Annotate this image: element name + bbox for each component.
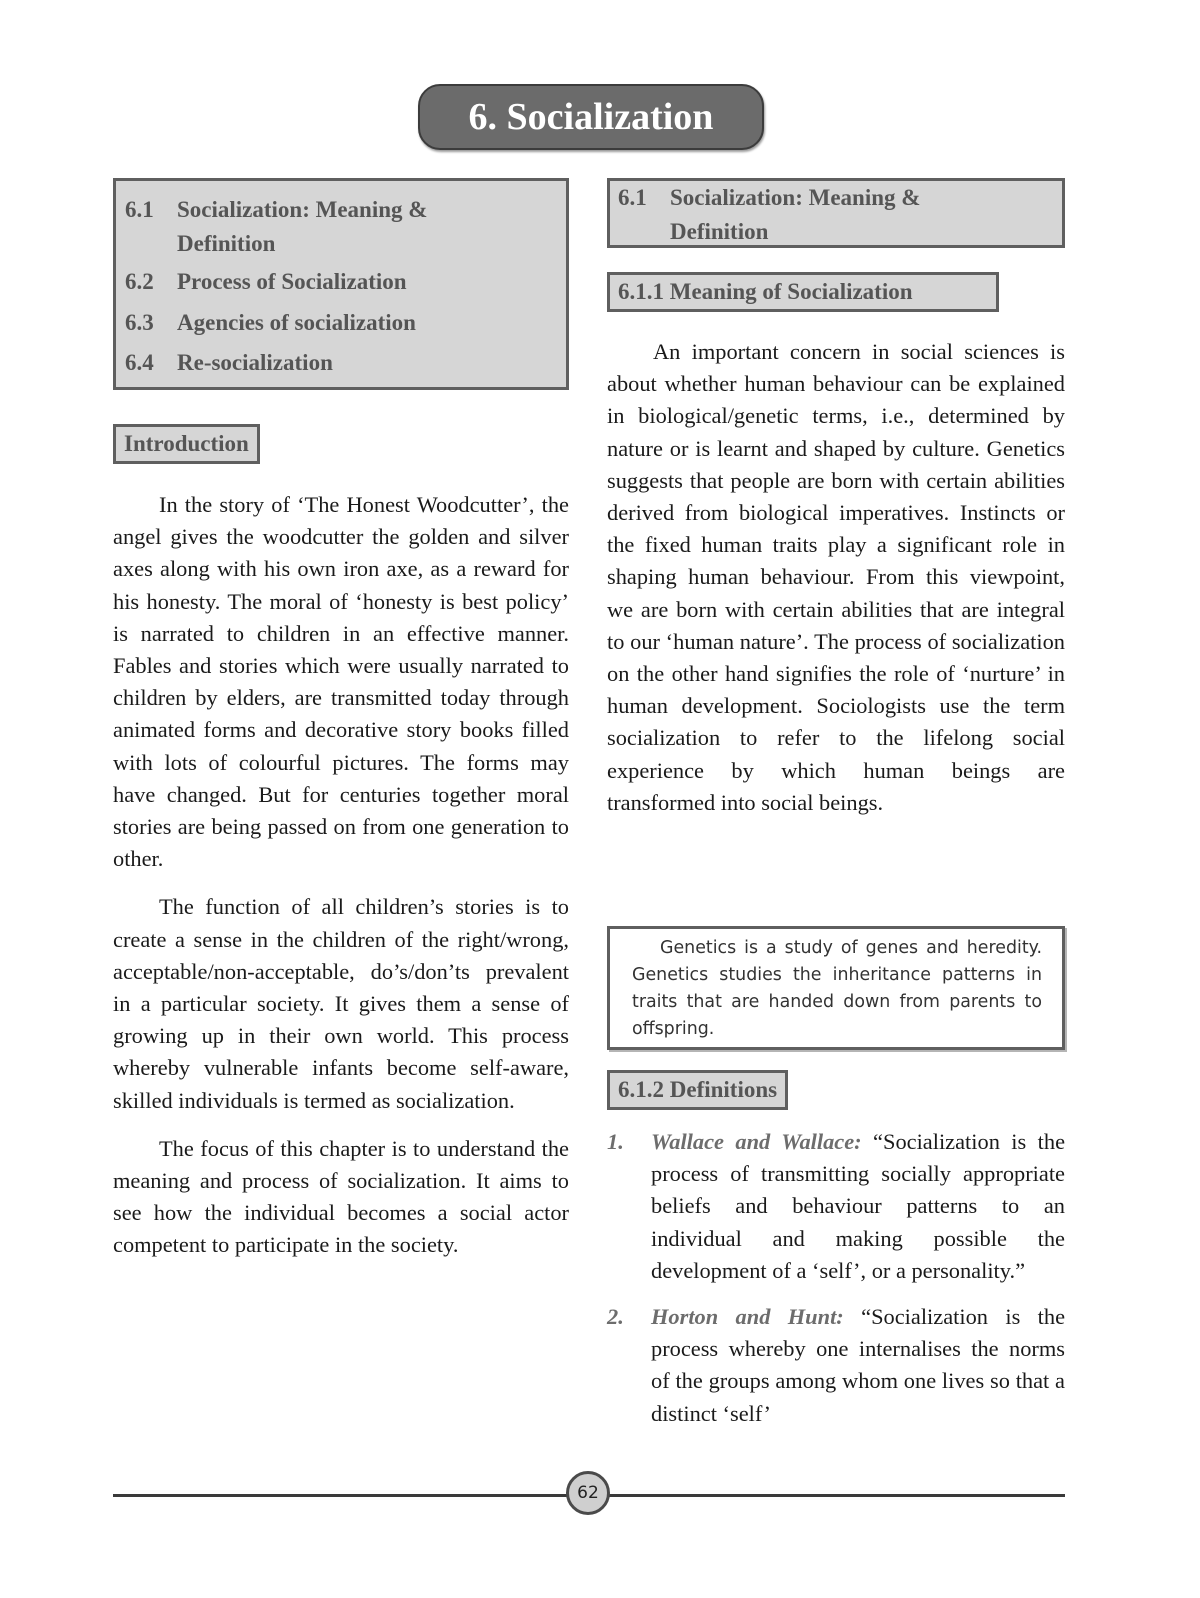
definition-text: “Socialization is the process of transmitting socially appropriate beliefs and behaviour patterns to an individual and making possible the development of a ‘self’, or a personality.” [651, 1129, 1066, 1283]
genetics-note-box [607, 926, 1065, 1050]
paragraph: The function of all children’s stories is to create a sense in the children of the right/wrong, acceptable/non-acceptable, do’s/don’ts prevalent in a particular society. It gives them a sense of growing up in their own world. This process whereby vulnerable infants become self-aware, skilled individuals is termed as socialization. [113, 894, 569, 1113]
definition-text: “Socialization is the process whereby one internalises the norms of the groups among whom one lives so that a distinct ‘self’ [651, 1304, 1066, 1426]
section-6-1-heading [607, 178, 1065, 248]
section-6-1-2-heading: 6.1.2 Definitions [607, 1070, 788, 1110]
paragraph: In the story of ‘The Honest Woodcutter’, the angel gives the woodcutter the golden and silver axes along with his own iron axe, as a reward for his honesty. The moral of ‘honesty is best policy’ is narrated to children in an effective manner. Fables and stories which were usually narrated to children by elders, are transmitted today through animated forms and decorative story books filled with lots of colourful pictures. The forms may have changed. But for centuries together moral stories are being passed on from one generation to other. [113, 492, 569, 872]
toc-item-number: 6.4 [125, 350, 154, 375]
toc-item-label: Process of Socialization [177, 269, 407, 294]
toc-item-label: Agencies of socialization [177, 310, 416, 335]
paragraph: An important concern in social sciences is about whether human behaviour can be explained in biological/genetic terms, i.e., determined by nature or is learnt and shaped by culture. Genetics suggests that people are born with certain abilities derived from biological imperatives. Instincts or the fixed human traits play a significant role in shaping human behaviour. From this viewpoint, we are born with certain abilities that are integral to our ‘human nature’. The process of socialization on the other hand signifies the role of ‘nurture’ in human development. Sociologists use the term socialization to refer to the lifelong social experience by which human beings are transformed into social beings. [607, 339, 1065, 815]
definition-item [607, 1301, 1065, 1430]
introduction-heading: Introduction [113, 424, 260, 464]
footer-rule-right [608, 1494, 1065, 1497]
toc-item-label-line1: Socialization: Meaning & [177, 197, 428, 222]
toc-item-label-line2: Definition [177, 231, 276, 256]
page-number: 62 [566, 1471, 610, 1515]
section-label-line2: Definition [670, 219, 769, 244]
toc-item-6-4 [125, 346, 333, 380]
definition-author: Horton and Hunt: [651, 1304, 844, 1330]
chapter-contents-box [113, 178, 569, 390]
definition-author: Wallace and Wallace: [651, 1129, 862, 1154]
definition-number: 1. [607, 1129, 624, 1154]
section-label [670, 181, 920, 245]
note-text: Genetics is a study of genes and heredity. Genetics studies the inheritance patterns in traits that are handed down from parents to offspring. [632, 938, 1042, 1039]
toc-item-number: 6.2 [125, 269, 154, 294]
footer-rule-left [113, 1494, 568, 1497]
paragraph: The focus of this chapter is to understand the meaning and process of socialization. It aims to see how the individual becomes a social actor competent to participate in the society. [113, 1135, 569, 1258]
toc-item-label [177, 193, 427, 261]
section-6-1-1-heading: 6.1.1 Meaning of Socialization [607, 272, 999, 312]
definitions-list [607, 1126, 1065, 1444]
toc-item-6-1 [125, 193, 427, 261]
definition-number: 2. [607, 1304, 624, 1330]
toc-item-label: Re-socialization [177, 350, 333, 375]
toc-item-number: 6.3 [125, 310, 154, 335]
definition-body [651, 1126, 1065, 1287]
toc-item-number: 6.1 [125, 197, 154, 222]
definition-item [607, 1126, 1065, 1287]
meaning-text [607, 336, 1065, 819]
toc-item-6-2 [125, 265, 407, 299]
section-label-line1: Socialization: Meaning & [670, 185, 921, 210]
section-number: 6.1 [618, 185, 647, 210]
definition-body [651, 1301, 1065, 1430]
introduction-text [113, 489, 569, 1262]
chapter-title: 6. Socialization [418, 84, 764, 150]
toc-item-6-3 [125, 306, 416, 340]
